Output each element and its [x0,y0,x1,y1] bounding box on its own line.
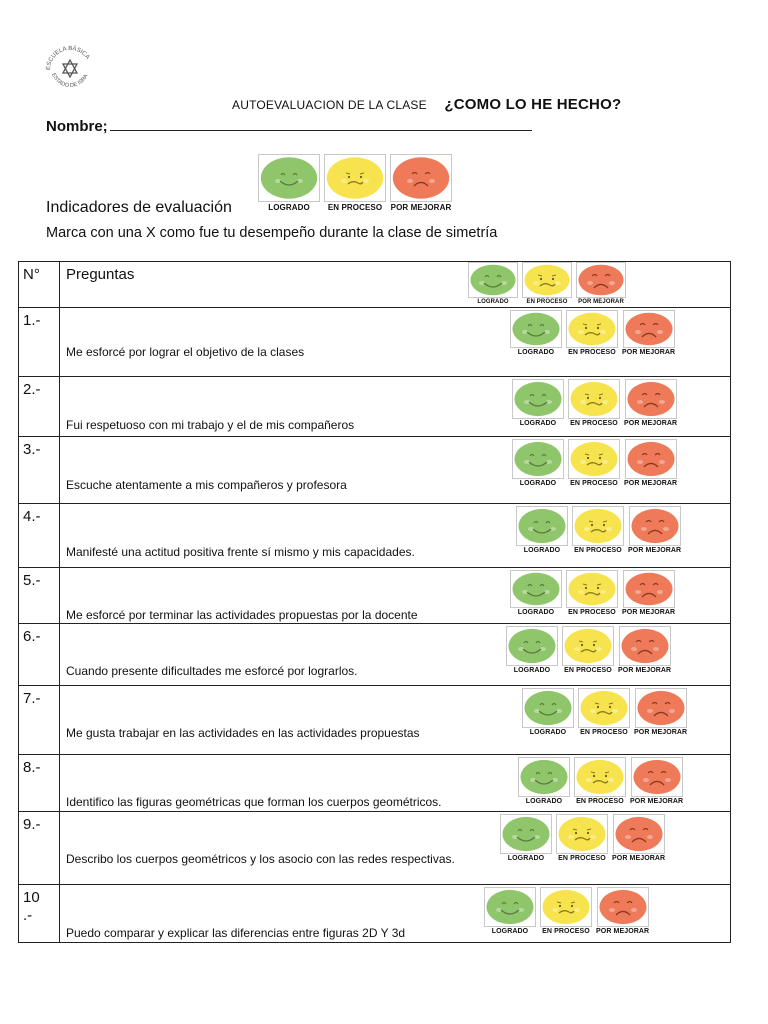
row-faces [510,310,679,356]
table-row [19,755,731,812]
row-question [60,504,731,568]
face-option [518,757,570,805]
table-row [19,686,731,755]
question-text: Identifico las figuras geométricas que forman los cuerpos geométricos. [66,795,442,809]
face-label: EN PROCESO [327,203,383,212]
question-text: Me esforcé por terminar las actividades propuestas por la docente [66,608,418,622]
header-num: N° [19,262,60,308]
face-label: POR MEJORAR [596,928,650,935]
document-title [232,96,621,113]
smiley-happy-icon [484,887,536,927]
face-label: POR MEJORAR [618,667,672,674]
table-row [19,624,731,686]
face-label: LOGRADO [507,855,545,862]
face-option [634,688,687,736]
smiley-happy-icon [510,310,562,348]
smiley-happy-icon [510,570,562,608]
face-label: LOGRADO [517,609,555,616]
table-row [19,885,731,943]
smiley-confused-icon [572,506,624,546]
face-label: EN PROCESO [526,299,568,305]
face-option [468,262,518,305]
face-label: POR MEJORAR [624,480,678,487]
row-faces [516,506,685,554]
face-option [556,814,608,862]
row-num: 5.- [19,568,60,624]
face-option [612,814,665,862]
smiley-happy-icon [516,506,568,546]
face-option [622,570,675,616]
title-big: ¿COMO LO HE HECHO? [444,96,622,113]
face-option [566,570,618,616]
smiley-confused-icon [568,379,620,419]
face-label: EN PROCESO [570,420,618,427]
row-faces [484,887,653,935]
smiley-sad-icon [619,626,671,666]
row-num: 7.- [19,686,60,755]
question-text: Me esforcé por lograr el objetivo de la clases [66,345,305,359]
row-num: 8.- [19,755,60,812]
face-label: EN PROCESO [568,609,616,616]
face-option [624,379,677,427]
row-question [60,377,731,437]
smiley-confused-icon [540,887,592,927]
face-option [574,757,626,805]
smiley-happy-icon [506,626,558,666]
question-text: Describo los cuerpos geométricos y los asocio con las redes respectivas. [66,852,455,866]
face-label: EN PROCESO [574,547,622,554]
face-option [540,887,592,935]
face-option [512,379,564,427]
face-label: POR MEJORAR [630,798,684,805]
smiley-sad-icon [625,379,677,419]
face-label: POR MEJORAR [624,420,678,427]
row-question [60,437,731,504]
row-num: 6.- [19,624,60,686]
section-title: Indicadores de evaluación [46,199,232,216]
table-row [19,504,731,568]
header-faces [468,262,630,305]
row-question [60,568,731,624]
name-field [46,116,532,135]
row-faces [512,379,681,427]
question-text: Puedo comparar y explicar las diferencias entre figuras 2D Y 3d [66,926,406,940]
face-option [578,688,630,736]
smiley-sad-icon [625,439,677,479]
face-label: EN PROCESO [558,855,606,862]
smiley-happy-icon [468,262,518,298]
row-question [60,686,731,755]
face-option [522,688,574,736]
smiley-confused-icon [566,310,618,348]
row-num: 10 .- [19,885,60,943]
face-option [516,506,568,554]
face-option [324,154,386,212]
face-option [622,310,675,356]
row-question [60,624,731,686]
smiley-confused-icon [578,688,630,728]
question-text: Escuche atentamente a mis compañeros y profesora [66,478,347,492]
smiley-sad-icon [597,887,649,927]
face-label: LOGRADO [519,420,557,427]
face-option [522,262,572,305]
face-option [566,310,618,356]
row-num: 1.- [19,308,60,377]
school-seal-logo [44,44,96,96]
smiley-happy-icon [512,439,564,479]
face-label: LOGRADO [517,349,555,356]
svg-text:ESCUELA BÁSICA: ESCUELA BÁSICA [45,45,91,71]
title-small: AUTOEVALUACION DE LA CLASE [232,98,427,112]
legend-faces [258,154,456,212]
table-header-row [19,262,731,308]
face-label: EN PROCESO [570,480,618,487]
face-option [630,757,683,805]
face-option [390,154,452,212]
name-label: Nombre; [46,118,108,135]
row-faces [512,439,681,487]
smiley-happy-icon [512,379,564,419]
smiley-confused-icon [562,626,614,666]
face-label: EN PROCESO [568,349,616,356]
smiley-happy-icon [522,688,574,728]
face-option [258,154,320,212]
smiley-sad-icon [629,506,681,546]
table-row [19,437,731,504]
question-text: Manifesté una actitud positiva frente sí mismo y mis capacidades. [66,545,415,559]
face-option [568,379,620,427]
smiley-sad-icon [576,262,626,298]
question-text: Me gusta trabajar en las actividades en las actividades propuestas [66,726,420,740]
face-label: LOGRADO [477,299,509,305]
row-question [60,812,731,885]
face-option [576,262,626,305]
svg-text:ESTADO DE ISRAEL: ESTADO DE ISRA [50,72,90,90]
face-option [562,626,614,674]
smiley-sad-icon [390,154,452,202]
face-option [596,887,649,935]
face-option [618,626,671,674]
row-faces [522,688,691,736]
smiley-sad-icon [623,570,675,608]
row-num: 9.- [19,812,60,885]
header-questions [60,262,731,308]
face-label: LOGRADO [513,667,551,674]
table-row [19,812,731,885]
row-question [60,885,731,943]
row-faces [506,626,675,674]
face-label: LOGRADO [519,480,557,487]
smiley-confused-icon [574,757,626,797]
row-faces [510,570,679,616]
face-label: LOGRADO [523,547,561,554]
face-label: EN PROCESO [564,667,612,674]
question-text: Fui respetuoso con mi trabajo y el de mis compañeros [66,418,355,432]
smiley-confused-icon [556,814,608,854]
face-label: POR MEJORAR [634,729,688,736]
smiley-sad-icon [635,688,687,728]
face-option [624,439,677,487]
face-label: LOGRADO [491,928,529,935]
face-option [484,887,536,935]
table-row [19,308,731,377]
smiley-happy-icon [500,814,552,854]
smiley-sad-icon [613,814,665,854]
face-label: LOGRADO [268,203,310,212]
face-option [510,310,562,356]
face-option [500,814,552,862]
smiley-happy-icon [258,154,320,202]
face-label: POR MEJORAR [612,855,666,862]
face-option [572,506,624,554]
smiley-confused-icon [324,154,386,202]
table-row [19,377,731,437]
face-option [628,506,681,554]
face-option [510,570,562,616]
face-label: LOGRADO [529,729,567,736]
row-num: 4.- [19,504,60,568]
instruction-text: Marca con una X como fue tu desempeño durante la clase de simetría [46,225,498,241]
face-option [512,439,564,487]
row-faces [500,814,669,862]
header-questions-label: Preguntas [66,266,135,283]
name-blank-line [110,116,532,131]
face-label: LOGRADO [525,798,563,805]
smiley-confused-icon [568,439,620,479]
face-option [568,439,620,487]
face-label: EN PROCESO [576,798,624,805]
face-label: EN PROCESO [580,729,628,736]
smiley-confused-icon [522,262,572,298]
row-num: 3.- [19,437,60,504]
row-faces [518,757,687,805]
face-label: POR MEJORAR [622,609,676,616]
smiley-sad-icon [623,310,675,348]
row-question [60,308,731,377]
smiley-sad-icon [631,757,683,797]
face-label: POR MEJORAR [622,349,676,356]
face-label: EN PROCESO [542,928,590,935]
question-text: Cuando presente dificultades me esforcé por lograrlos. [66,664,358,678]
smiley-confused-icon [566,570,618,608]
smiley-happy-icon [518,757,570,797]
row-num: 2.- [19,377,60,437]
face-option [506,626,558,674]
face-label: POR MEJORAR [390,203,452,212]
table-row [19,568,731,624]
face-label: POR MEJORAR [578,299,624,305]
face-label: POR MEJORAR [628,547,682,554]
evaluation-table [18,261,731,943]
row-question [60,755,731,812]
